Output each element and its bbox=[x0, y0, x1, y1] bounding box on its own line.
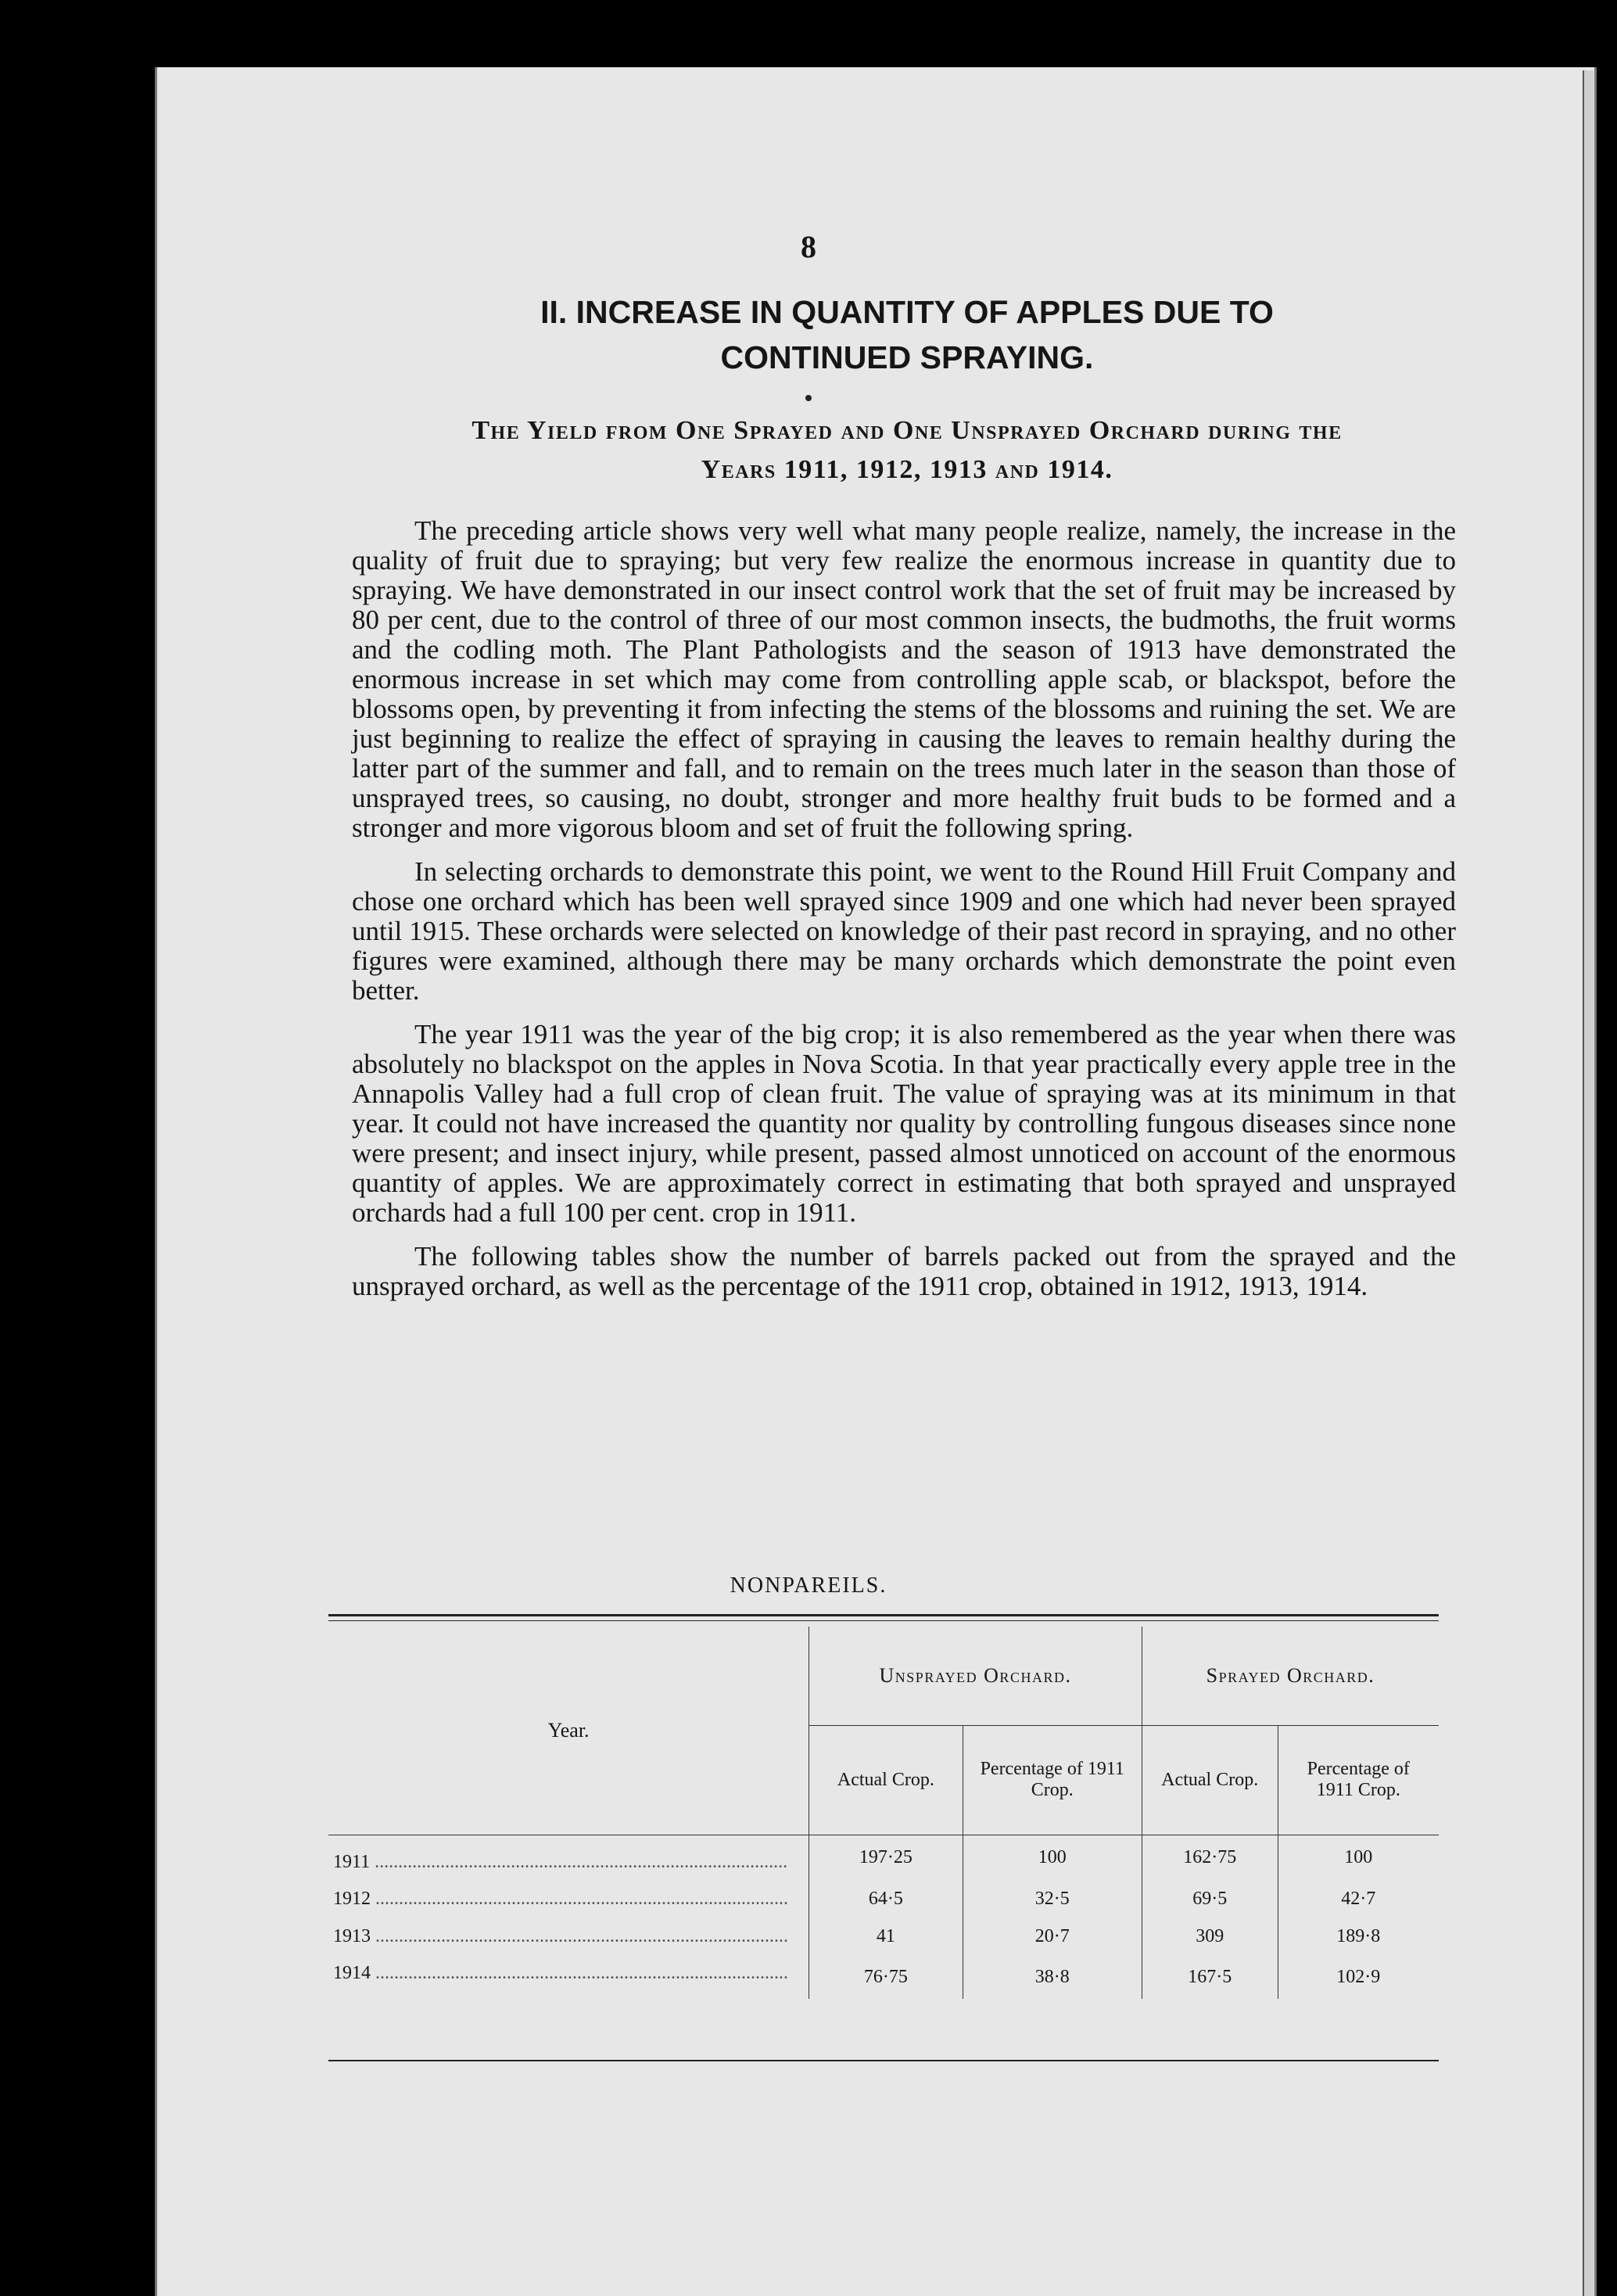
sprayed-actual-cell: 167·5 bbox=[1142, 1955, 1278, 1999]
unsprayed-header: Unsprayed Orchard. bbox=[809, 1627, 1142, 1725]
sprayed-percent-cell: 100 bbox=[1344, 1846, 1373, 1867]
unsprayed-percent-cell: 32·5 bbox=[963, 1880, 1142, 1918]
unsprayed-percent-cell: 100 bbox=[963, 1835, 1142, 1880]
table-title: NONPAREILS. bbox=[730, 1573, 887, 1598]
unsprayed-percent-header: Percentage of 1911 Crop. bbox=[963, 1725, 1142, 1835]
paragraph-3: The year 1911 was the year of the big crop; it is also remembered as the year when there was absolutely no blackspot on the apples in Nova Scotia. In that year practically every apple tree in the Annapolis Valley had a full crop of clean fruit. The value of spraying was at its minimum in that year. It could not have increased the quantity nor quality by controlling fungous diseases since none were present; and insect injury, while present, passed almost unnoticed on account of the enormous quantity of apples. We are approximately correct in estimating that both sprayed and unsprayed orchards had a full 100 per cent. crop in 1911. bbox=[352, 1019, 1456, 1228]
table-row bbox=[328, 1918, 1439, 1955]
sprayed-actual-cell: 162·75 bbox=[1142, 1835, 1278, 1880]
section-subtitle-line-2: Years 1911, 1912, 1913 and 1914. bbox=[701, 455, 1113, 484]
unsprayed-actual-cell: 64·5 bbox=[809, 1880, 963, 1918]
year-cell: 1912 ..... bbox=[328, 1880, 809, 1918]
table-row bbox=[328, 1880, 1439, 1918]
unsprayed-actual-header: Actual Crop. bbox=[809, 1725, 963, 1835]
sprayed-actual-header: Actual Crop. bbox=[1142, 1725, 1278, 1835]
section-subtitle bbox=[344, 411, 1470, 490]
sprayed-actual-cell: 309 bbox=[1142, 1918, 1278, 1955]
crop-table bbox=[328, 1627, 1439, 1999]
paragraph-4: The following tables show the number of barrels packed out from the sprayed and the unsprayed orchard, as well as the percentage of the 1911 crop, obtained in 1912, 1913, 1914. bbox=[352, 1241, 1456, 1301]
paragraph-2: In selecting orchards to demonstrate this point, we went to the Round Hill Fruit Company and chose one orchard which has been well sprayed since 1909 and one which had never been sprayed until 1915. These orchards were selected on knowledge of their past record in spraying, and no other figures were examined, although there may be many orchards which demonstrate the point even better. bbox=[352, 856, 1456, 1006]
sprayed-percent-cell: 42·7 bbox=[1341, 1888, 1376, 1909]
table-top-rule-thin bbox=[328, 1620, 1439, 1621]
sprayed-actual-cell: 69·5 bbox=[1142, 1880, 1278, 1918]
table-bottom-rule bbox=[328, 2060, 1439, 2061]
unsprayed-percent-cell: 38·8 bbox=[963, 1955, 1142, 1999]
year-cell: 1913 ..... bbox=[328, 1918, 809, 1955]
sprayed-header: Sprayed Orchard. bbox=[1142, 1627, 1439, 1725]
page-number: 8 bbox=[801, 229, 816, 264]
sprayed-percent-cell: 189·8 bbox=[1336, 1925, 1381, 1946]
page-edge bbox=[1583, 70, 1594, 2296]
unsprayed-actual-cell: 76·75 bbox=[809, 1955, 963, 1999]
table-top-rule bbox=[328, 1614, 1439, 1616]
unsprayed-percent-cell: 20·7 bbox=[963, 1918, 1142, 1955]
sprayed-percent-header: Percentage of 1911 Crop. bbox=[1307, 1759, 1410, 1800]
section-title-line-1: II. INCREASE IN QUANTITY OF APPLES DUE TO bbox=[540, 294, 1274, 330]
section-title bbox=[344, 289, 1470, 380]
unsprayed-actual-cell: 197·25 bbox=[809, 1835, 963, 1880]
paragraph-1: The preceding article shows very well what many people realize, namely, the increase in the quality of fruit due to spraying; but very few realize the enormous increase in quantity due to spraying. We have demonstrated in our insect control work that the set of fruit may be increased by 80 per cent, due to the control of three of our most common insects, the budmoths, the fruit worms and the codling moth. The Plant Pathologists and the season of 1913 have demonstrated the enormous increase in set which may come from controlling apple scab, or blackspot, before the blossoms open, by preventing it from infecting the stems of the blossoms and ruining the set. We are just beginning to realize the effect of spraying in causing the leaves to remain healthy during the latter part of the summer and fall, and to remain on the trees much later in the season than those of unsprayed trees, so causing, no doubt, stronger and more healthy fruit buds to be formed and a stronger and more vigorous bloom and set of fruit the following spring. bbox=[352, 515, 1456, 843]
section-title-line-2: CONTINUED SPRAYING. bbox=[720, 339, 1094, 375]
year-cell: 1911 ..... bbox=[328, 1835, 809, 1880]
table-row bbox=[328, 1955, 1439, 1999]
sprayed-percent-cell: 102·9 bbox=[1336, 1966, 1381, 1987]
body-text bbox=[352, 516, 1456, 1315]
section-subtitle-line-1: The Yield from One Sprayed and One Unsprayed Orchard during the bbox=[471, 416, 1343, 445]
year-header: Year. bbox=[328, 1627, 809, 1835]
unsprayed-actual-cell: 41 bbox=[809, 1918, 963, 1955]
ornament-dot bbox=[805, 395, 812, 401]
year-cell: 1914 ..... bbox=[328, 1955, 809, 1999]
table-row bbox=[328, 1835, 1439, 1880]
